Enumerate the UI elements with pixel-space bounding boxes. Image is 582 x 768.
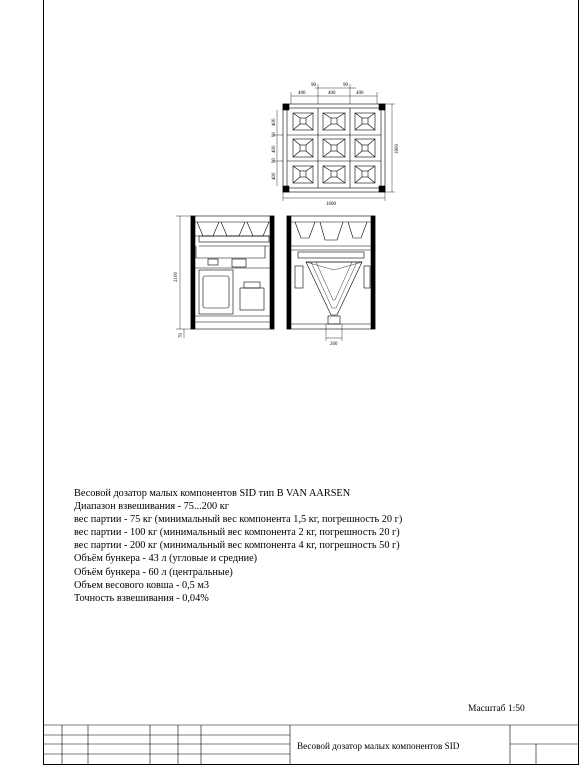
dim-top-400-b: 400 bbox=[328, 91, 336, 96]
dim-base-70: 70 bbox=[179, 333, 184, 338]
dim-top-90-a: 90 bbox=[311, 83, 316, 88]
spec-title: Весовой дозатор малых компонентов SID тип B VAN AARSEN bbox=[74, 488, 351, 499]
spec-line: Диапазон взвешивания - 75...200 кг bbox=[74, 501, 229, 513]
dim-bottom-1600: 1600 bbox=[326, 202, 336, 207]
spec-line: вес партии - 200 кг (минимальный вес компонента 4 кг, погрешность 50 г) bbox=[74, 540, 400, 552]
spec-line: Объём бункера - 60 л (центральные) bbox=[74, 566, 233, 578]
dim-height-2100: 2100 bbox=[174, 272, 179, 282]
spec-line: Объём бункера - 43 л (угловые и средние) bbox=[74, 553, 258, 565]
dim-top-90-b: 90 bbox=[343, 83, 348, 88]
scale-label: Масштаб 1:50 bbox=[468, 704, 525, 714]
dim-bottom-260: 260 bbox=[330, 342, 338, 347]
spec-line: вес партии - 100 кг (минимальный вес компонента 2 кг, погрешность 20 г) bbox=[74, 527, 400, 539]
spec-line: Объем весового ковша - 0,5 м3 bbox=[74, 579, 210, 591]
specification-block bbox=[74, 487, 514, 605]
dim-top-400-a: 400 bbox=[298, 91, 306, 96]
dim-left-400-a: 400 bbox=[272, 118, 277, 126]
spec-line: вес партии - 75 кг (минимальный вес компонента 1,5 кг, погрешность 20 г) bbox=[74, 514, 403, 526]
dim-top-400-c: 400 bbox=[356, 91, 364, 96]
dim-right-1600: 1600 bbox=[395, 144, 400, 154]
dim-left-90-a: 90 bbox=[272, 132, 277, 137]
stamp-title: Весовой дозатор малых компонентов SID bbox=[297, 741, 460, 751]
dim-left-400-c: 400 bbox=[272, 172, 277, 180]
side-view bbox=[176, 216, 274, 338]
dim-left-90-b: 90 bbox=[272, 158, 277, 163]
dim-left-400-b: 400 bbox=[272, 145, 277, 153]
spec-line: Точность взвешивания - 0,04% bbox=[74, 592, 209, 604]
front-view bbox=[287, 216, 375, 341]
top-view bbox=[273, 84, 395, 201]
